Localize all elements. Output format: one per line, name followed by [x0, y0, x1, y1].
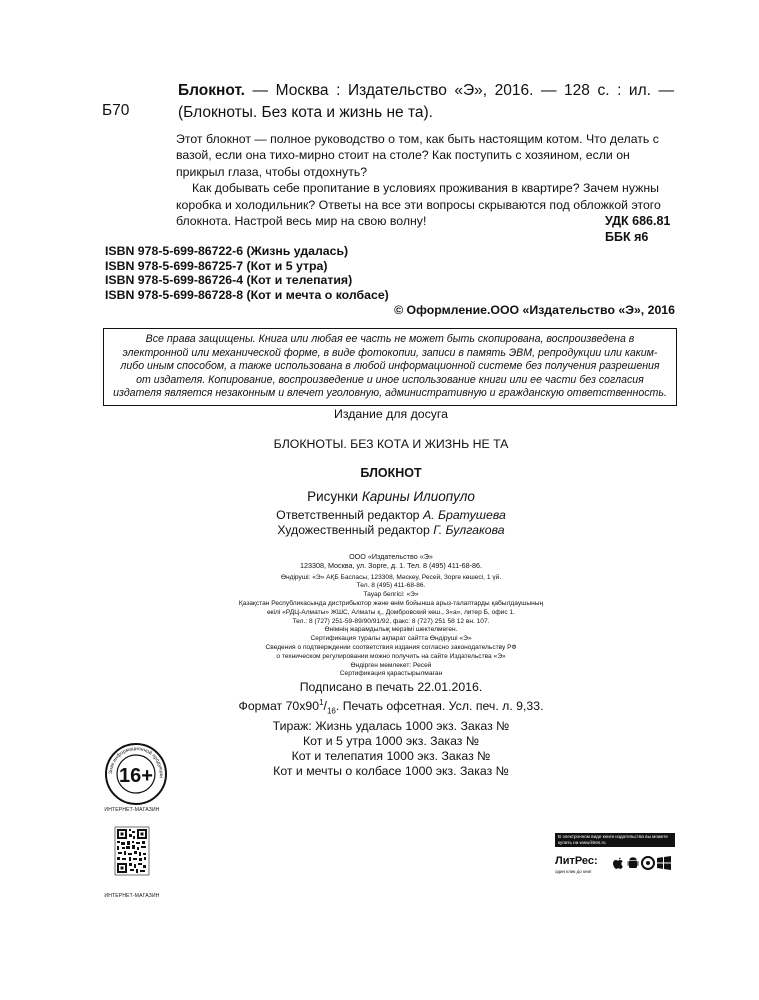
imprint-line: Сертификация қарастырылмаған [339, 670, 443, 678]
litres-banner [555, 833, 675, 847]
android-icon [628, 857, 639, 868]
windows-icon [657, 856, 671, 870]
print-run: Тираж: Жизнь удалась 1000 экз. Заказ № [272, 718, 510, 733]
age-rating-badge [104, 742, 168, 806]
illustrator-label: Рисунки [307, 489, 362, 504]
series-title: БЛОКНОТЫ. БЕЗ КОТА И ЖИЗНЬ НЕ ТА [273, 437, 509, 451]
isbn-item: ISBN 978-5-699-86722-6 (Жизнь удалась) [105, 244, 349, 258]
qr-code-icon [103, 813, 161, 891]
classification [605, 213, 675, 245]
isbn-list [105, 244, 389, 302]
bibliographic-code: Б70 [102, 102, 130, 119]
imprint-line: өкілі «РДЦ-Алматы» ЖШС, Алматы қ., Домбровский көш., 3«а», литер Б, офис 1. [266, 608, 515, 616]
design-copyright: © Оформление.ООО «Издательство «Э», 2016 [394, 303, 675, 317]
litres-brand: ЛитРес: [555, 855, 598, 867]
illustrator-credit [103, 489, 679, 504]
imprint-line: Өндіруші: «Э» АҚБ Баспасы, 123308, Мәскеу, Ресей, Зорге көшесі, 1 үй. [280, 573, 502, 581]
apple-icon [613, 858, 623, 869]
format-suffix: . Печать офсетная. Усл. печ. л. 9,33. [335, 699, 544, 714]
imprint-block [223, 553, 559, 679]
age-rating-icon [104, 742, 168, 806]
book-title: БЛОКНОТ [360, 466, 422, 480]
editor-line [103, 523, 679, 538]
litres-subline: купить на www.litres.ru [558, 840, 606, 845]
isbn-item: ISBN 978-5-699-86725-7 (Кот и 5 утра) [105, 258, 328, 273]
imprint-line: Өндірген мемлекет: Ресей [350, 661, 432, 669]
print-run: Кот и 5 утра 1000 экз. Заказ № [302, 733, 480, 748]
edition-type: Издание для досуга [334, 407, 448, 421]
imprint-line: 123308, Москва, ул. Зорге, д. 1. Тел. 8 (495) 411-68-86. [299, 560, 483, 570]
imprint-line: Өнімнің жарамдылық мерзімі шектелмеген. [324, 626, 458, 634]
qr-caption-top: ИНТЕРНЕТ-МАГАЗИН [104, 807, 160, 813]
bibliographic-rest: — Москва : Издательство «Э», 2016. — 128 с. : ил. — (Блокноты. Без кота и жизнь не та). [178, 82, 674, 121]
editor-role: Художественный редактор [277, 522, 434, 537]
imprint-line: Қазақстан Республикасында дистрибьютор және өнім бойынша арыз-талаптарды қабылдаушының [238, 599, 544, 607]
imprint-line: Сведения о подтверждении соответствия издания согласно законодательству РФ [265, 643, 517, 651]
imprint-line: Сертификация туралы ақпарат сайтта Өндіруші «Э» [310, 635, 472, 643]
print-run: Кот и телепатия 1000 экз. Заказ № [291, 748, 491, 763]
illustrator-name: Карины Илиопуло [361, 489, 475, 504]
qr-block [103, 807, 161, 899]
annotation-paragraph: Как добывать себе пропитание в условиях проживания в квартире? Зачем нужны коробка и холодильник? Ответы на все эти вопросы скрываются под обложкой этого блокнота. Настрой весь мир на свою волну! [176, 181, 661, 229]
imprint-line: Тел. 8 (495) 411-68-86. [356, 582, 426, 590]
print-run: Кот и мечты о колбасе 1000 экз. Заказ № [273, 763, 509, 778]
format-numerator: 1 [319, 698, 324, 707]
age-ring-text: Знак информационной продукции [107, 745, 165, 779]
isbn-item: ISBN 978-5-699-86728-8 (Кот и мечта о колбасе) [105, 287, 389, 302]
editor-role: Ответственный редактор [276, 508, 423, 522]
imprint-line: о техническом регулировании можно получить на сайте Издательства «Э» [276, 652, 506, 660]
editors-credit [103, 508, 679, 537]
editor-line [103, 508, 679, 523]
bbk-code: ББК я6 [605, 230, 649, 244]
platform-icons [613, 855, 673, 871]
book-title-short: Блокнот. [178, 82, 245, 99]
bibliographic-description [178, 80, 674, 124]
qr-caption-bottom: ИНТЕРНЕТ-МАГАЗИН [104, 893, 160, 899]
litres-tagline: один клик до книг [555, 869, 592, 874]
litres-headline: В электронном виде книги издательства вы можете [558, 834, 668, 839]
rights-notice: Все права защищены. Книга или любая ее часть не может быть скопирована, воспроизведена в электронной или механической форме, в виде фотокопии, записи в память ЭВМ, репродукции или каким-либо иным способом, а также использована в любой информационной системе без получения разрешения от издателя. Копирование, воспроизведение и иное использование книги или ее части без согласия издателя является незаконным и влечет уголовную, административную и гражданскую ответственность. [103, 328, 677, 406]
format-prefix: Формат 70x90 [238, 699, 320, 714]
imprint-line: ООО «Издательство «Э» [349, 552, 433, 561]
signed-to-print: Подписано в печать 22.01.2016. [299, 680, 483, 694]
litres-block [555, 833, 675, 881]
udk-code: УДК 686.81 [605, 214, 671, 228]
print-info [223, 680, 559, 779]
age-rating-value: 16+ [119, 765, 153, 787]
editor-name: А. Братушева [422, 508, 506, 522]
imprint-line: Тауар белгісі: «Э» [363, 591, 419, 599]
annotation-paragraph: Этот блокнот — полное руководство о том, как быть настоящим котом. Что делать с вазой, если она тихо-мирно стоит на столе? Как поступить с хозяином, если он прикрыл глаза, чтобы отдохнуть? [176, 132, 659, 179]
editor-name: Г. Булгакова [433, 522, 505, 537]
isbn-item: ISBN 978-5-699-86726-4 (Кот и телепатия) [105, 273, 353, 287]
annotation [176, 131, 676, 229]
format-line: Формат $70x90^1/_{16}$. Печать офсетная. Усл. печ. л. 9,33. [238, 698, 544, 716]
imprint-line: Тел.: 8 (727) 251-59-89/90/91/92, факс: 8 (727) 251 58 12 вн. 107. [292, 617, 490, 625]
format-denominator: 16 [326, 706, 336, 716]
